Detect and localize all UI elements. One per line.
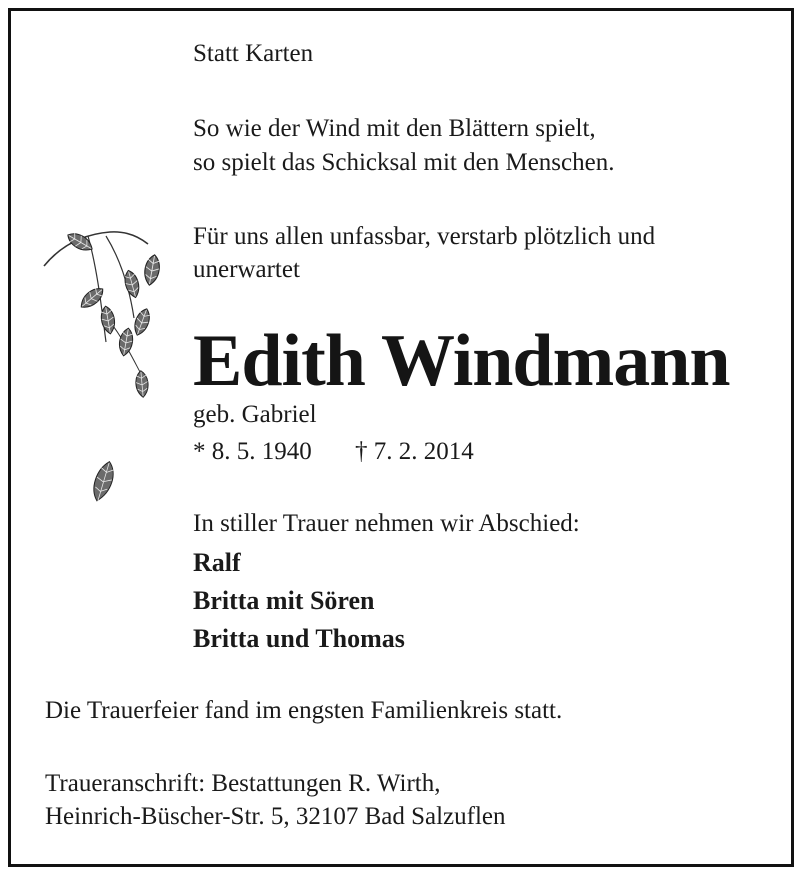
maiden-name: geb. Gabriel (193, 401, 317, 428)
header-text: Statt Karten (193, 40, 314, 67)
mourner-name: Britta und Thomas (193, 624, 405, 653)
mourners-heading: In stiller Trauer nehmen wir Abschied: (193, 510, 580, 537)
verse-line-1: So wie der Wind mit den Blättern spielt, (193, 115, 596, 142)
intro-line-1: Für uns allen unfassbar, verstarb plötzlich und (193, 223, 656, 250)
deceased-name: Edith Windmann (193, 320, 730, 402)
death-date: † 7. 2. 2014 (355, 438, 474, 465)
address-line-2: Heinrich-Büscher-Str. 5, 32107 Bad Salzuflen (45, 803, 506, 830)
mourner-name: Britta mit Sören (193, 586, 375, 615)
mourner-name: Ralf (193, 548, 241, 577)
falling-leaf-icon (88, 458, 120, 506)
birth-date: * 8. 5. 1940 (193, 438, 312, 465)
verse-line-2: so spielt das Schicksal mit den Menschen. (193, 149, 615, 176)
address-line-1: Traueranschrift: Bestattungen R. Wirth, (45, 770, 441, 797)
birch-branch-icon (40, 222, 170, 407)
intro-line-2: unerwartet (193, 256, 300, 283)
funeral-note: Die Trauerfeier fand im engsten Familienkreis statt. (45, 697, 563, 724)
